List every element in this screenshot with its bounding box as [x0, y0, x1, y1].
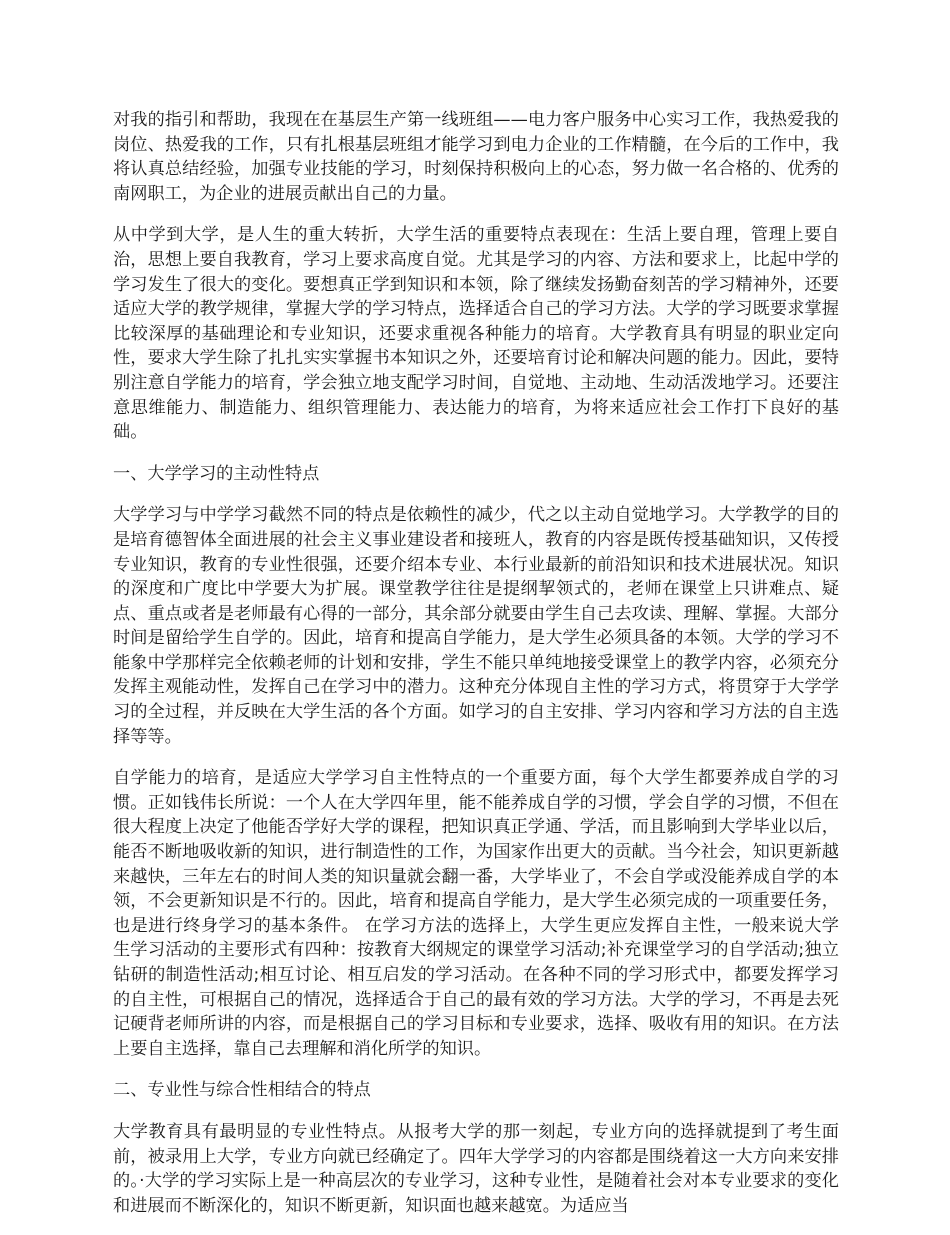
paragraph-self-study: 自学能力的培育，是适应大学学习自主性特点的一个重要方面，每个大学生都要养成自学的习惯。正如钱伟长所说：一个人在大学四年里，能不能养成自学的习惯，学会自学的习惯，不但在很大程度上决定了他能否学好大学的课程，把知识真正学通、学活，而且影响到大学毕业以后，能否不断地吸收新的知识，进行制造性的工作，为国家作出更大的贡献。当今社会，知识更新越来越快，三年左右的时间人类的知识量就会翻一番，大学毕业了，不会自学或没能养成自学的本领，不会更新知识是不行的。因此，培育和提高自学能力，是大学生必须完成的一项重要任务，也是进行终身学习的基本条件。 在学习方法的选择上，大学生更应发挥自主性，一般来说大学生学习活动的主要形式有四种：按教育大纲规定的课堂学习活动;补充课堂学习的自学活动;独立钻研的制造性活动;相互讨论、相互启发的学习活动。在各种不同的学习形式中，都要发挥学习的自主性，可根据自己的情况，选择适合于自己的最有效的学习方法。大学的学习，不再是去死记硬背老师所讲的内容，而是根据自己的学习目标和专业要求，选择、吸收有用的知识。在方法上要自主选择，靠自己去理解和消化所学的知识。: [113, 768, 839, 1059]
paragraph-specialization: 大学教育具有最明显的专业性特点。从报考大学的那一刻起，专业方向的选择就提到了考生面前，被录用上大学，专业方向就已经确定了。四年大学学习的内容都是围绕着这一大方向来安排的。·大学的学习实际上是一种高层次的专业学习，这种专业性，是随着社会对本专业要求的变化和进展而不断深化的，知识不断更新，知识面也越来越宽。为适应当: [113, 1121, 839, 1216]
section-heading-initiative: 一、大学学习的主动性特点: [113, 463, 320, 484]
paragraph-initiative: 大学学习与中学学习截然不同的特点是依赖性的减少，代之以主动自觉地学习。大学教学的目的是培育德智体全面进展的社会主义事业建设者和接班人，教育的内容是既传授基础知识，又传授专业知识，教育的专业性很强，还要介绍本专业、本行业最新的前沿知识和技术进展状况。知识的深度和广度比中学要大为扩展。课堂教学往往是提纲挈领式的，老师在课堂上只讲难点、疑点、重点或者是老师最有心得的一部分，其余部分就要由学生自己去攻读、理解、掌握。大部分时间是留给学生自学的。因此，培育和提高自学能力，是大学生必须具备的本领。大学的学习不能象中学那样完全依赖老师的计划和安排，学生不能只单纯地接受课堂上的教学内容，必须充分发挥主观能动性，发挥自己在学习中的潜力。这种充分体现自主性的学习方式，将贯穿于大学学习的全过程，并反映在大学生活的各个方面。如学习的自主安排、学习内容和学习方法的自主选择等等。: [113, 505, 839, 747]
document-page: [113, 108, 839, 1235]
section-heading-specialization: 二、专业性与综合性相结合的特点: [113, 1080, 371, 1101]
paragraph-university-transition: 从中学到大学，是人生的重大转折，大学生活的重要特点表现在：生活上要自理，管理上要自治，思想上要自我教育，学习上要求高度自觉。尤其是学习的内容、方法和要求上，比起中学的学习发生了很大的变化。要想真正学到知识和本领，除了继续发扬勤奋刻苦的学习精神外，还要适应大学的教学规律，掌握大学的学习特点，选择适合自己的学习方法。大学的学习既要求掌握比较深厚的基础理论和专业知识，还要求重视各种能力的培育。大学教育具有明显的职业定向性，要求大学生除了扎扎实实掌握书本知识之外，还要培育讨论和解决问题的能力。因此，要特别注意自学能力的培育，学会独立地支配学习时间，自觉地、主动地、生动活泼地学习。还要注意思维能力、制造能力、组织管理能力、表达能力的培育，为将来适应社会工作打下良好的基础。: [113, 225, 839, 443]
paragraph-internship: 对我的指引和帮助，我现在在基层生产第一线班组——电力客户服务中心实习工作，我热爱我的岗位、热爱我的工作，只有扎根基层班组才能学习到电力企业的工作精髓，在今后的工作中，我将认真总结经验，加强专业技能的学习，时刻保持积极向上的心态，努力做一名合格的、优秀的南网职工，为企业的进展贡献出自己的力量。: [113, 110, 839, 204]
